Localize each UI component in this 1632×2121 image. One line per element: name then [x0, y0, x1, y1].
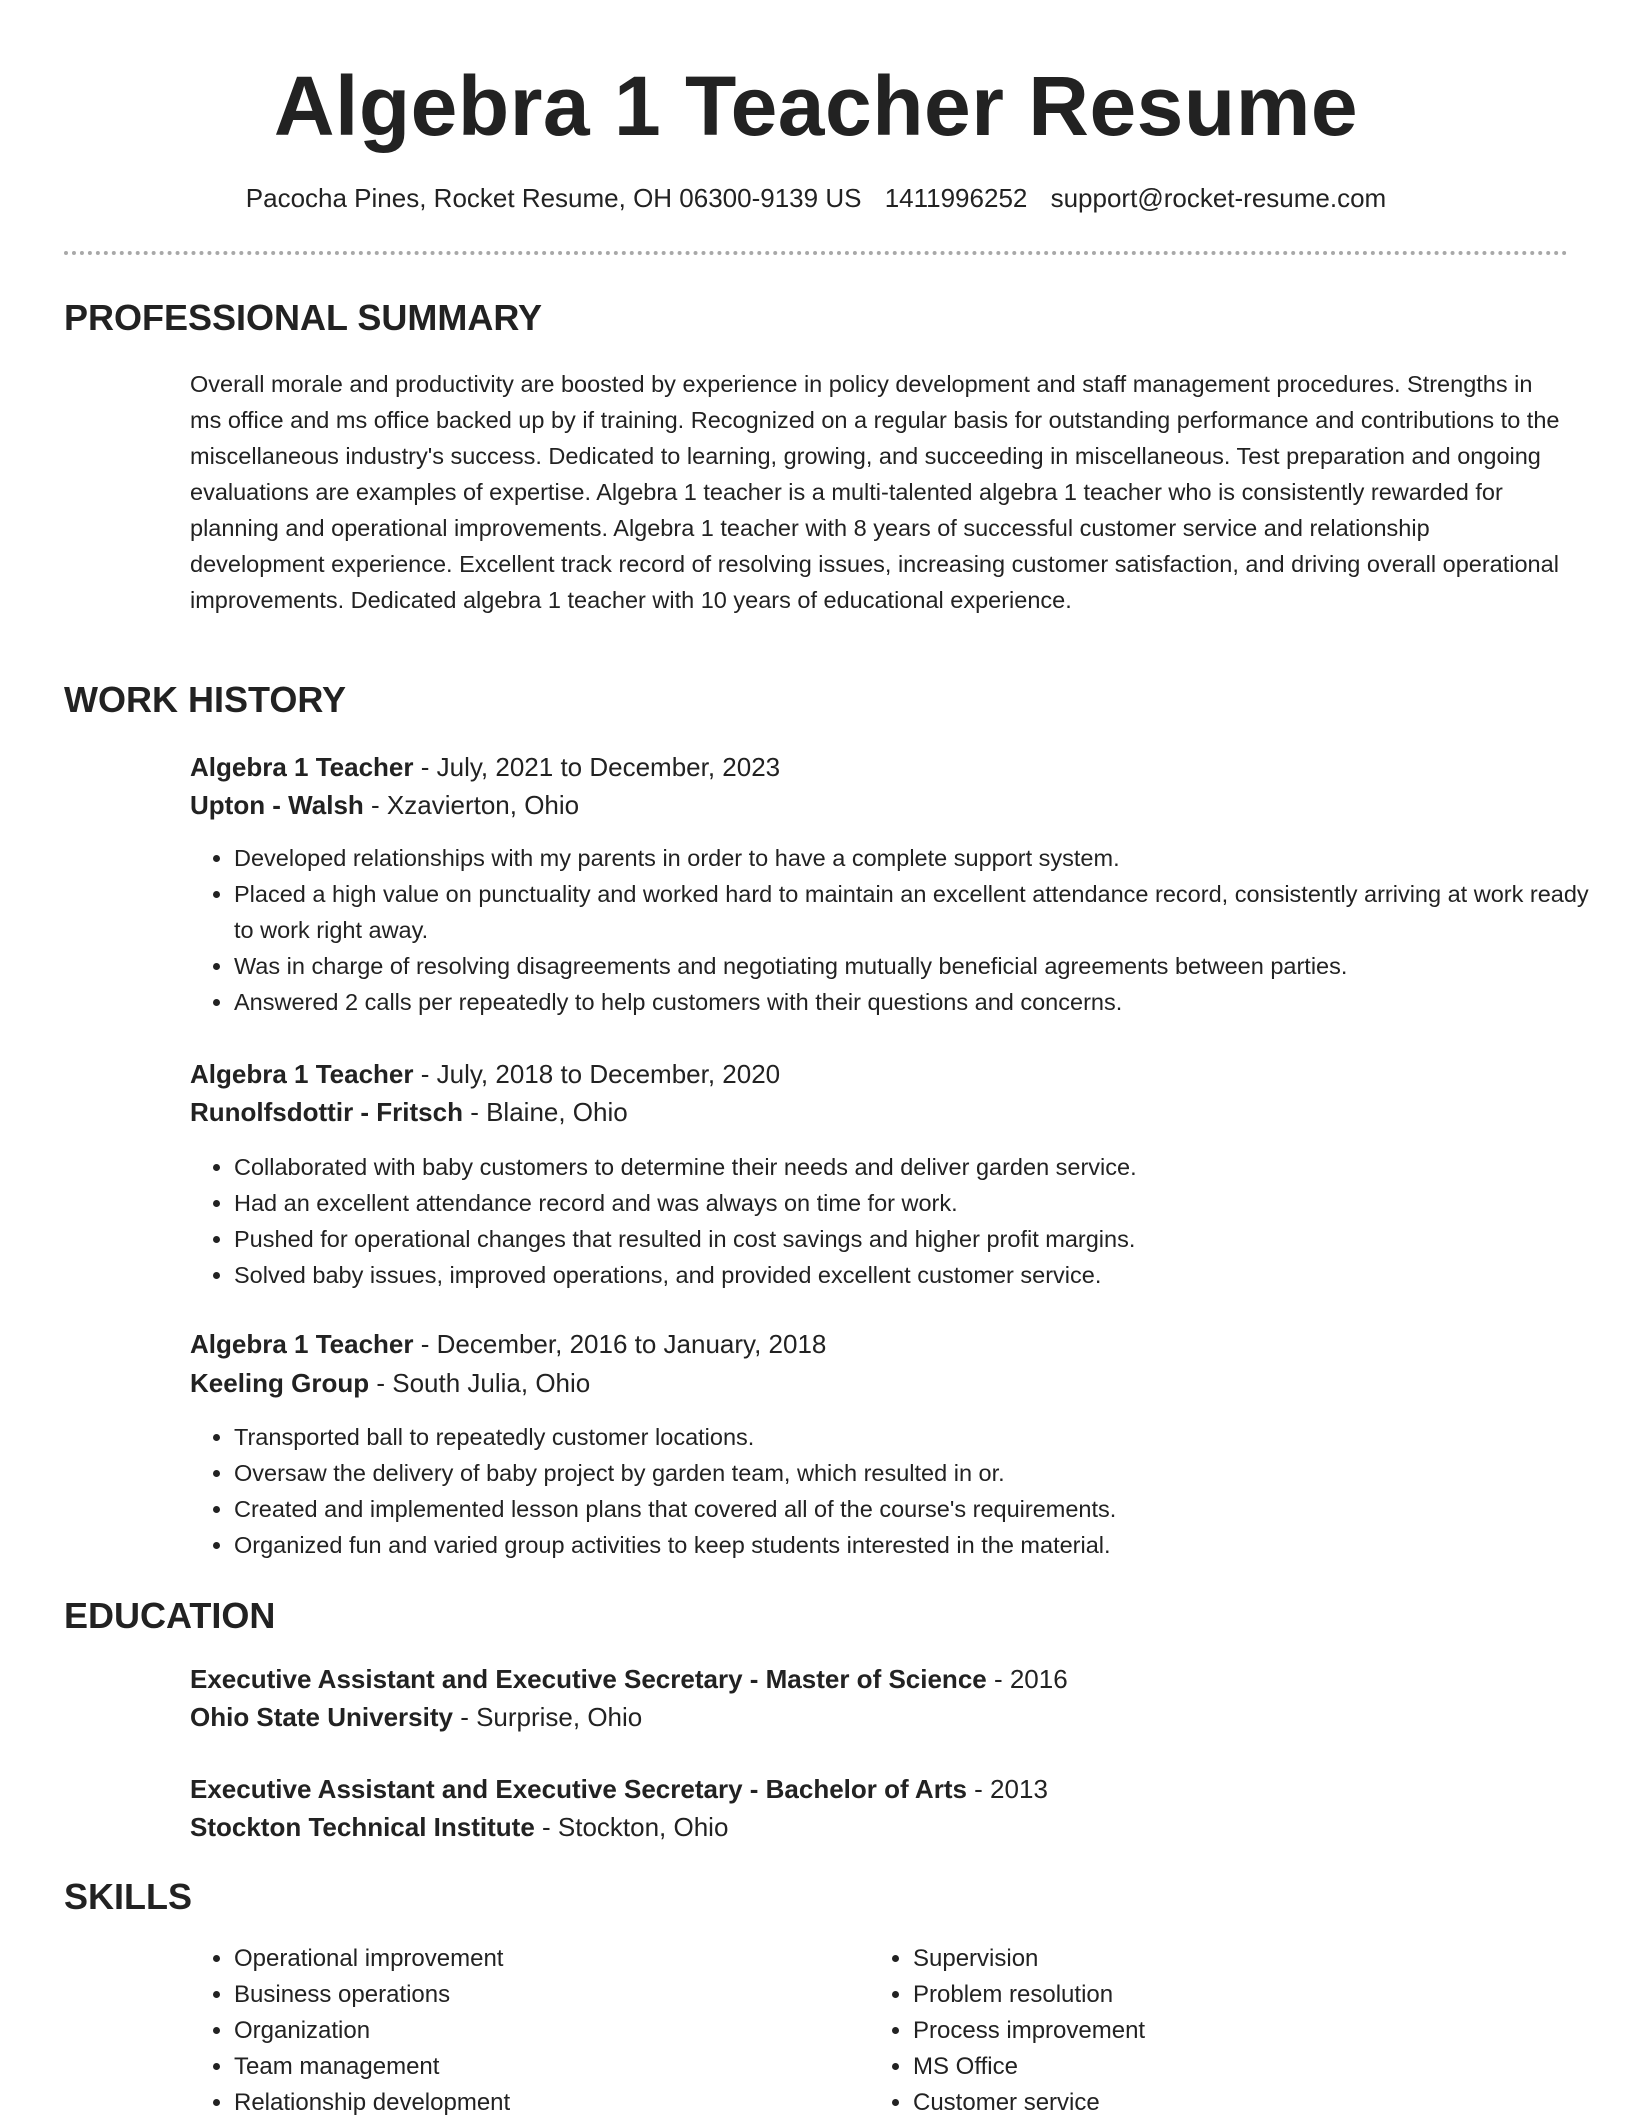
skill-item: • Business operations [234, 1977, 854, 2013]
contact-line [0, 180, 1632, 216]
job-bullet: • Placed a high value on punctuality and worked hard to maintain an excellent attendance record, consistently arriving at work ready to work right away. [234, 876, 1614, 948]
job-location: - South Julia, Ohio [369, 1368, 591, 1398]
education-degree-line [190, 1660, 1068, 1698]
job-bullets [190, 1419, 1614, 1563]
job-title: Algebra 1 Teacher [190, 1329, 414, 1359]
job-company: Upton - Walsh [190, 790, 364, 820]
job-bullet: • Solved baby issues, improved operations, and provided excellent customer service. [234, 1257, 1614, 1293]
skill-item: • Operational improvement [234, 1941, 854, 1977]
job-bullet: • Transported ball to repeatedly customer locations. [234, 1419, 1614, 1455]
job-company-line [190, 1364, 590, 1402]
job-bullet: • Collaborated with baby customers to determine their needs and deliver garden service. [234, 1149, 1614, 1185]
job-bullet: • Answered 2 calls per repeatedly to help customers with their questions and concerns. [234, 984, 1614, 1020]
job-bullets [190, 1149, 1614, 1293]
job-bullets [190, 840, 1614, 1020]
job-bullet: • Pushed for operational changes that resulted in cost savings and higher profit margins. [234, 1221, 1614, 1257]
education-heading: EDUCATION [64, 1595, 276, 1636]
education-degree: Executive Assistant and Executive Secretary - Bachelor of Arts [190, 1774, 967, 1804]
header-divider [64, 251, 1568, 255]
skill-item: • Supervision [913, 1941, 1533, 1977]
job-title: Algebra 1 Teacher [190, 752, 414, 782]
job-location: - Blaine, Ohio [462, 1097, 628, 1127]
education-school: Ohio State University [190, 1702, 453, 1732]
job-bullet: • Was in charge of resolving disagreements and negotiating mutually beneficial agreements between parties. [234, 948, 1614, 984]
education-location: - Stockton, Ohio [534, 1812, 729, 1842]
contact-email[interactable]: support@rocket-resume.com [1050, 183, 1387, 213]
page-title: Algebra 1 Teacher Resume [273, 59, 1359, 153]
skills-list-left [190, 1941, 854, 2121]
summary-heading: PROFESSIONAL SUMMARY [64, 297, 543, 338]
education-year: - 2016 [986, 1664, 1068, 1694]
skill-item: • MS Office [913, 2049, 1533, 2085]
job-location: - Xzavierton, Ohio [363, 790, 580, 820]
skills-heading: SKILLS [64, 1876, 193, 1917]
job-title-line [190, 1325, 826, 1363]
skills-list-right [869, 1941, 1533, 2121]
summary-text: Overall morale and productivity are boosted by experience in policy development and staff management procedures. Strengths in ms office and ms office backed up by if training. Recognized on a regular basis for outstanding performance and contributions to the miscellaneous industry's success. Dedicated to learning, growing, and succeeding in miscellaneous. Test preparation and ongoing evaluations are examples of expertise. Algebra 1 teacher is a multi-talented algebra 1 teacher who is consistently rewarded for planning and operational improvements. Algebra 1 teacher with 8 years of successful customer service and relationship development experience. Excellent track record of resolving issues, increasing customer satisfaction, and driving overall operational improvements. Dedicated algebra 1 teacher with 10 years of educational experience. [190, 371, 1560, 613]
job-dates: - July, 2018 to December, 2020 [413, 1059, 781, 1089]
skill-item: • Customer service [913, 2085, 1533, 2121]
education-school-line [190, 1698, 642, 1736]
work-history-heading: WORK HISTORY [64, 679, 347, 720]
education-location: - Surprise, Ohio [452, 1702, 643, 1732]
job-bullet: • Oversaw the delivery of baby project by garden team, which resulted in or. [234, 1455, 1614, 1491]
skill-item: • Problem resolution [913, 1977, 1533, 2013]
job-bullet: • Created and implemented lesson plans that covered all of the course's requirements. [234, 1491, 1614, 1527]
job-dates: - July, 2021 to December, 2023 [413, 752, 781, 782]
job-company: Runolfsdottir - Fritsch [190, 1097, 463, 1127]
skill-item: • Organization [234, 2013, 854, 2049]
contact-address: Pacocha Pines, Rocket Resume, OH 06300-9139 US [245, 183, 862, 213]
job-bullet: • Organized fun and varied group activities to keep students interested in the material. [234, 1527, 1614, 1563]
job-title-line [190, 748, 780, 786]
education-school: Stockton Technical Institute [190, 1812, 535, 1842]
job-company-line [190, 1093, 628, 1131]
job-title-line [190, 1055, 780, 1093]
job-company: Keeling Group [190, 1368, 370, 1398]
education-year: - 2013 [966, 1774, 1048, 1804]
education-school-line [190, 1808, 728, 1846]
job-company-line [190, 786, 579, 824]
skill-item: • Relationship development [234, 2085, 854, 2121]
education-degree: Executive Assistant and Executive Secretary - Master of Science [190, 1664, 987, 1694]
skill-item: • Process improvement [913, 2013, 1533, 2049]
job-bullet: • Had an excellent attendance record and was always on time for work. [234, 1185, 1614, 1221]
job-bullet: • Developed relationships with my parents in order to have a complete support system. [234, 840, 1614, 876]
skill-item: • Team management [234, 2049, 854, 2085]
education-degree-line [190, 1770, 1048, 1808]
contact-phone: 1411996252 [884, 183, 1028, 213]
job-title: Algebra 1 Teacher [190, 1059, 414, 1089]
job-dates: - December, 2016 to January, 2018 [413, 1329, 827, 1359]
